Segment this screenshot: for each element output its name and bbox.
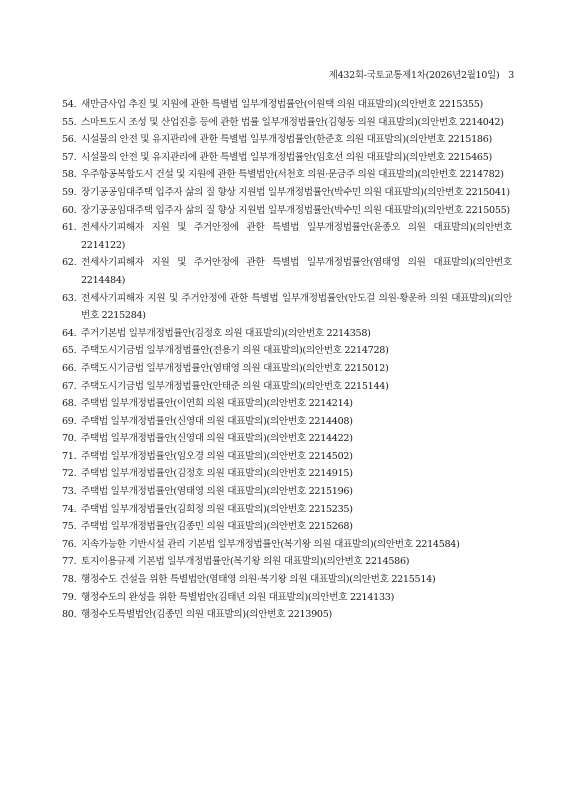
item-text: 주택법 일부개정법률안(염태영 의원 대표발의)(의안번호 2215196) bbox=[81, 486, 353, 498]
item-text: 주택법 일부개정법률안(임오경 의원 대표발의)(의안번호 2214502) bbox=[81, 450, 353, 462]
item-text: 전세사기피해자 지원 및 주거안정에 관한 특별법 일부개정법률안(염태영 의원 대표발의)(의안번호 2214484) bbox=[81, 257, 512, 286]
list-item bbox=[62, 325, 512, 343]
list-item bbox=[62, 184, 512, 202]
item-number: 67. bbox=[62, 380, 77, 392]
item-number: 59. bbox=[62, 186, 77, 198]
item-number: 73. bbox=[62, 486, 77, 498]
item-number: 66. bbox=[62, 362, 77, 374]
item-number: 65. bbox=[62, 345, 77, 357]
header-title: 제432회-국토교통제1차(2026년2월10일) bbox=[328, 70, 500, 81]
item-number: 55. bbox=[62, 116, 77, 128]
item-number: 63. bbox=[62, 292, 77, 304]
list-item bbox=[62, 395, 512, 413]
item-number: 60. bbox=[62, 204, 77, 216]
list-item bbox=[62, 589, 512, 607]
item-number: 74. bbox=[62, 503, 77, 515]
item-number: 72. bbox=[62, 468, 77, 480]
item-number: 77. bbox=[62, 556, 77, 568]
list-item bbox=[62, 131, 512, 149]
item-text: 지속가능한 기반시설 관리 기본법 일부개정법률안(복기왕 의원 대표발의)(의안번호 2214584) bbox=[81, 538, 460, 550]
list-item bbox=[62, 378, 512, 396]
item-number: 56. bbox=[62, 134, 77, 146]
item-text: 행정수도 건설을 위한 특별법안(염태영 의원·복기왕 의원 대표발의)(의안번호 2215514) bbox=[81, 574, 436, 586]
bill-list bbox=[62, 96, 512, 624]
list-item bbox=[62, 483, 512, 501]
list-item bbox=[62, 360, 512, 378]
item-text: 장기공공임대주택 입주자 삶의 질 향상 지원법 일부개정법률안(박수민 의원 대표발의)(의안번호 2215041) bbox=[81, 186, 510, 198]
list-item bbox=[62, 342, 512, 360]
item-text: 주택법 일부개정법률안(김희정 의원 대표발의)(의안번호 2215235) bbox=[81, 503, 353, 515]
list-item bbox=[62, 501, 512, 519]
list-item bbox=[62, 430, 512, 448]
item-text: 스마트도시 조성 및 산업진흥 등에 관한 법률 일부개정법률안(김형동 의원 대표발의)(의안번호 2214042) bbox=[81, 116, 504, 128]
list-item bbox=[62, 448, 512, 466]
item-text: 주택법 일부개정법률안(김종민 의원 대표발의)(의안번호 2215268) bbox=[81, 521, 353, 533]
item-text: 전세사기피해자 지원 및 주거안정에 관한 특별법 일부개정법률안(안도걸 의원·황운하 의원 대표발의)(의안번호 2215284) bbox=[81, 292, 512, 322]
item-text: 행정수도의 완성을 위한 특별법안(김태년 의원 대표발의)(의안번호 2214133) bbox=[81, 591, 395, 603]
item-number: 58. bbox=[62, 169, 77, 181]
list-item bbox=[62, 149, 512, 167]
list-item bbox=[62, 413, 512, 431]
item-text: 주거기본법 일부개정법률안(김정호 의원 대표발의)(의안번호 2214358) bbox=[81, 327, 371, 339]
list-item bbox=[62, 606, 512, 624]
list-item bbox=[62, 465, 512, 483]
item-text: 새만금사업 추진 및 지원에 관한 특별법 일부개정법률안(이원택 의원 대표발의)(의안번호 2215355) bbox=[81, 99, 483, 110]
item-text: 장기공공임대주택 입주자 삶의 질 향상 지원법 일부개정법률안(박수민 의원 대표발의)(의안번호 2215055) bbox=[81, 204, 510, 216]
item-number: 61. bbox=[62, 222, 77, 234]
item-text: 주택도시기금법 일부개정법률안(염태영 의원 대표발의)(의안번호 2215012) bbox=[81, 362, 389, 374]
item-text: 우주항공복합도시 건설 및 지원에 관한 특별법안(서천호 의원·문금주 의원 대표발의)(의안번호 2214782) bbox=[81, 169, 504, 181]
list-item bbox=[62, 219, 512, 254]
list-item bbox=[62, 290, 512, 325]
item-number: 62. bbox=[62, 257, 77, 269]
item-number: 71. bbox=[62, 450, 77, 462]
item-text: 주택도시기금법 일부개정법률안(안태준 의원 대표발의)(의안번호 2215144) bbox=[81, 380, 389, 392]
list-item bbox=[62, 518, 512, 536]
item-text: 주택법 일부개정법률안(김정호 의원 대표발의)(의안번호 2214915) bbox=[81, 468, 353, 480]
page-number: 3 bbox=[508, 70, 514, 81]
item-number: 54. bbox=[62, 99, 77, 110]
item-number: 70. bbox=[62, 433, 77, 445]
item-text: 주택도시기금법 일부개정법률안(전용기 의원 대표발의)(의안번호 2214728) bbox=[81, 345, 389, 357]
list-item bbox=[62, 254, 512, 289]
list-item bbox=[62, 536, 512, 554]
item-text: 시설물의 안전 및 유지관리에 관한 특별법 일부개정법률안(한준호 의원 대표발의)(의안번호 2215186) bbox=[81, 134, 492, 146]
item-text: 주택법 일부개정법률안(이연희 의원 대표발의)(의안번호 2214214) bbox=[81, 398, 353, 410]
item-number: 64. bbox=[62, 327, 77, 339]
item-number: 76. bbox=[62, 538, 77, 550]
item-text: 행정수도특별법안(김종민 의원 대표발의)(의안번호 2213905) bbox=[81, 609, 332, 621]
list-item bbox=[62, 553, 512, 571]
list-item bbox=[62, 571, 512, 589]
list-item bbox=[62, 166, 512, 184]
item-number: 57. bbox=[62, 151, 77, 163]
item-text: 시설물의 안전 및 유지관리에 관한 특별법 일부개정법률안(임호선 의원 대표발의)(의안번호 2215465) bbox=[81, 151, 492, 163]
item-text: 전세사기피해자 지원 및 주거안정에 관한 특별법 일부개정법률안(윤종오 의원 대표발의)(의안번호 2214122) bbox=[81, 222, 512, 251]
item-number: 69. bbox=[62, 415, 77, 427]
item-text: 주택법 일부개정법률안(신영대 의원 대표발의)(의안번호 2214422) bbox=[81, 433, 353, 445]
list-item bbox=[62, 114, 512, 132]
list-item bbox=[62, 202, 512, 220]
item-number: 79. bbox=[62, 591, 77, 603]
item-number: 78. bbox=[62, 574, 77, 586]
page-header bbox=[329, 67, 514, 81]
item-text: 주택법 일부개정법률안(신영대 의원 대표발의)(의안번호 2214408) bbox=[81, 415, 353, 427]
item-number: 68. bbox=[62, 398, 77, 410]
item-number: 80. bbox=[62, 609, 77, 621]
item-number: 75. bbox=[62, 521, 77, 533]
list-item bbox=[62, 96, 512, 114]
item-text: 토지이용규제 기본법 일부개정법률안(복기왕 의원 대표발의)(의안번호 2214586) bbox=[81, 556, 410, 568]
